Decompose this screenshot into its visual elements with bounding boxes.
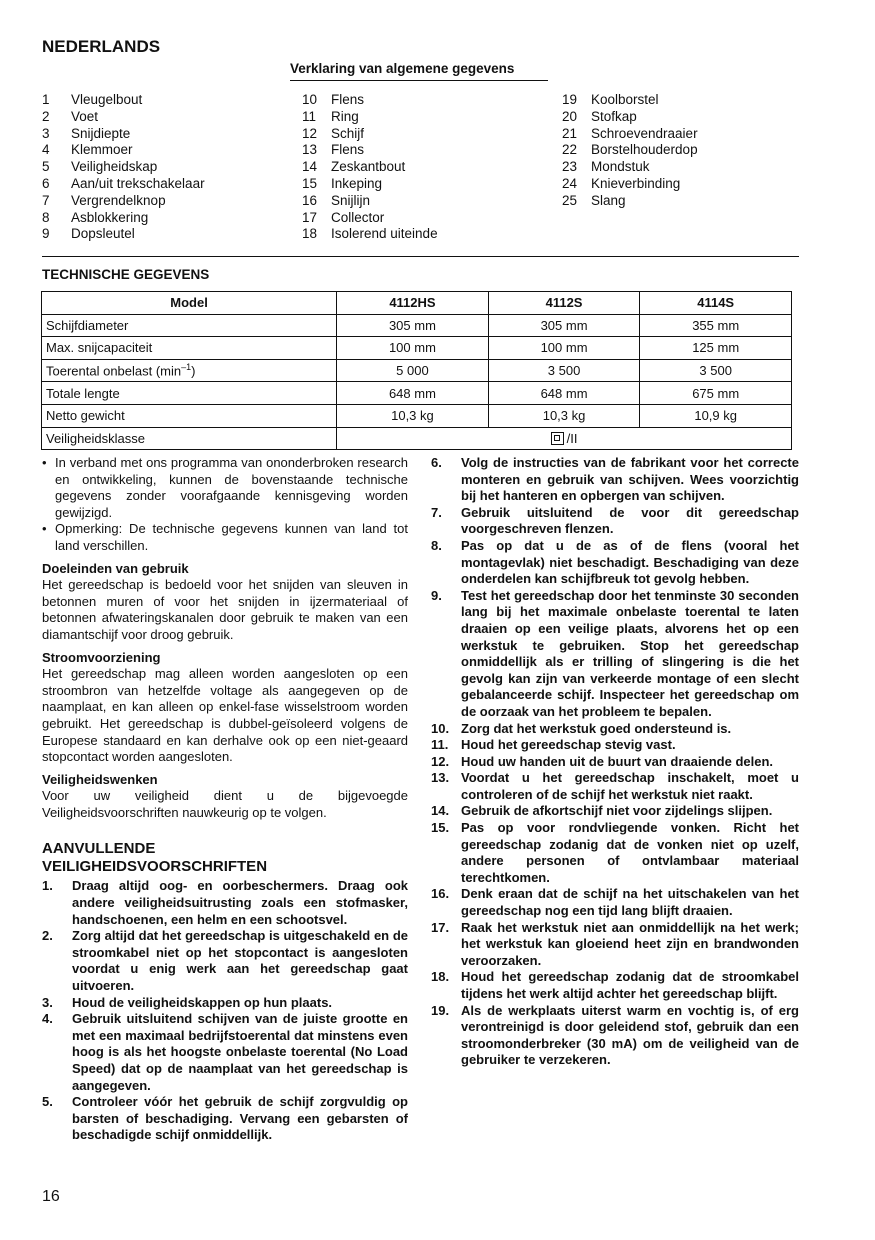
table-cell: 355 mm: [640, 314, 792, 337]
additional-safety-heading: AANVULLENDE VEILIGHEIDSVOORSCHRIFTEN: [42, 840, 268, 876]
list-item: 11 Ring: [302, 108, 359, 124]
table-cell: 3 500: [488, 359, 640, 382]
list-item: 8. Pas op dat u de as of de flens (vooral het montagevlak) niet beschadigt. Beschadiging van deze onderdelen kan schijfbreuk tot gevolg hebben.: [431, 537, 799, 587]
table-row: [42, 404, 792, 427]
list-item: 24 Knieverbinding: [562, 175, 681, 191]
list-item: 9. Test het gereedschap door het tenminste 30 seconden lang bij het maximale onbelaste toerental te laten draaien op een veilige plaats, alvorens het op een werkstuk te gebruiken. Stop het gereedschap onmiddellijk als er trilling of slingering is die het gevolg kan zijn van verkeerde montage of een slecht gebalanceerde schijf. Inspecteer het gereedschap om de oorzaak van het probleem te bepalen.: [431, 587, 799, 719]
list-item: 18. Houd het gereedschap zodanig dat de stroomkabel tijdens het werk altijd achter het gereedschap blijft.: [431, 969, 799, 1001]
list-item: 15. Pas op voor rondvliegende vonken. Richt het gereedschap zodanig dat de vonken niet op uzelf, andere personen of ontvlambaar materiaal terechtkomen.: [431, 820, 799, 885]
table-cell: 648 mm: [337, 382, 489, 405]
table-row-label: Toerental onbelast $(\min^{-1})$: [42, 359, 337, 382]
list-item: 22 Borstelhouderdop: [562, 142, 698, 158]
list-item: 19 Koolborstel: [562, 92, 659, 107]
list-item: 3. Houd de veiligheidskappen op hun plaats.: [42, 994, 333, 1010]
table-row-label: Veiligheidsklasse: [42, 427, 337, 450]
list-item: 14. Gebruik de afkortschijf niet voor zijdelings slijpen.: [431, 803, 773, 819]
table-row: [42, 382, 792, 405]
tech-specs-title: TECHNISCHE GEGEVENS: [42, 267, 210, 282]
list-item: 5 Veiligheidskap: [42, 159, 158, 175]
purpose-heading: Doeleinden van gebruik: [42, 560, 189, 576]
power-heading: Stroomvoorziening: [42, 649, 161, 665]
list-item: 3 Snijdiepte: [42, 125, 131, 141]
table-cell: /II: [337, 427, 792, 450]
list-item: 1. Draag altijd oog- en oorbeschermers. Draag ook andere veiligheidsuitrusting zoals een stofmasker, handschoenen, een helm en een schootsvel.: [42, 878, 408, 927]
list-item: 9 Dopsleutel: [42, 226, 135, 242]
right-column: [431, 455, 799, 1069]
table-row-label: Netto gewicht: [42, 404, 337, 427]
parts-list-col-3: [562, 92, 698, 210]
list-item: 6. Volg de instructies van de fabrikant voor het correcte monteren en gebruik van schijven. Wees voorzichtig bij het hanteren en opbergen van schijven.: [431, 455, 799, 504]
section-divider: [42, 256, 799, 257]
table-cell: 305 mm: [488, 314, 640, 337]
list-item: • In verband met ons programma van ononderbroken research en ontwikkeling, kunnen de bovenstaande technische gegevens zonder voorafgaande kennisgeving worden gewijzigd.: [42, 455, 408, 520]
list-item: 4. Gebruik uitsluitend schijven van de juiste grootte en met een maximaal bedrijfstoerental dat minstens even hoog is als het hoogste onbelaste toerental (No Load Speed) dat op de naamplaat van het gereedschap is aangegeven.: [42, 1011, 408, 1093]
table-row: [42, 314, 792, 337]
list-item: 4 Klemmoer: [42, 142, 133, 158]
power-text: Het gereedschap mag alleen worden aangesloten op een stroombron van hetzelfde voltage als aangegeven op de naamplaat, en kan alleen op enkel-fase wisselstroom worden gebruikt. Het gereedschap is dubbel-geïsoleerd volgens de Europese standaard en kan derhalve ook op een niet-geaard stopcontact worden aangesloten.: [42, 666, 408, 765]
list-item: 12. Houd uw handen uit de buurt van draaiende delen.: [431, 753, 774, 769]
list-item: 10 Flens: [302, 92, 365, 107]
page-number: 16: [42, 1188, 60, 1205]
table-cell: 100 mm: [337, 337, 489, 360]
list-item: 1 Vleugelbout: [42, 92, 143, 107]
language-heading: NEDERLANDS: [42, 37, 161, 56]
table-cell: 5 000: [337, 359, 489, 382]
list-item: 21 Schroevendraaier: [562, 125, 698, 141]
list-item: 7 Vergrendelknop: [42, 192, 166, 208]
table-row: [42, 359, 792, 382]
list-item: 18 Isolerend uiteinde: [302, 226, 438, 242]
general-spec-title: Verklaring van algemene gegevens: [290, 61, 548, 81]
table-header-row: [42, 292, 792, 315]
safety-heading: Veiligheidswenken: [42, 771, 158, 787]
safety-text: Voor uw veiligheid dient u de bijgevoegde Veiligheidsvoorschriften nauwkeurig op te volgen.: [42, 788, 408, 820]
table-cell: 305 mm: [337, 314, 489, 337]
table-cell: 10,9 kg: [640, 404, 792, 427]
table-header-cell: Model: [42, 292, 337, 315]
table-row-label: Max. snijcapaciteit: [42, 337, 337, 360]
table-cell: 100 mm: [488, 337, 640, 360]
table-header-cell: 4114S: [640, 292, 792, 315]
left-column: [42, 455, 408, 1144]
list-item: 13. Voordat u het gereedschap inschakelt, moet u controleren of de schijf het werkstuk niet raakt.: [431, 770, 799, 802]
tech-specs-table: [41, 291, 792, 450]
list-item: 23 Mondstuk: [562, 159, 650, 175]
table-cell: 125 mm: [640, 337, 792, 360]
list-item: 14 Zeskantbout: [302, 159, 406, 175]
double-insulation-icon: [551, 432, 564, 445]
table-cell: 3 500: [640, 359, 792, 382]
list-item: • Opmerking: De technische gegevens kunnen van land tot land verschillen.: [42, 521, 408, 553]
table-cell: 10,3 kg: [488, 404, 640, 427]
table-row-label: Totale lengte: [42, 382, 337, 405]
list-item: 10. Zorg dat het werkstuk goed ondersteund is.: [431, 720, 732, 736]
list-item: 15 Inkeping: [302, 175, 383, 191]
list-item: 13 Flens: [302, 142, 365, 158]
parts-list-col-1: [42, 92, 205, 243]
list-item: 17 Collector: [302, 209, 385, 225]
list-item: 19. Als de werkplaats uiterst warm en vochtig is, of erg verontreinigd is door geleidend stof, gebruik dan een stroomonderbreker (30 mA) om de veiligheid van de gebruiker te verzekeren.: [431, 1002, 799, 1068]
table-row: [42, 337, 792, 360]
list-item: 6 Aan/uit trekschakelaar: [42, 175, 205, 191]
table-header-cell: 4112HS: [337, 292, 489, 315]
table-row-label: Schijfdiameter: [42, 314, 337, 337]
list-item: 16 Snijlijn: [302, 192, 371, 208]
table-cell: 10,3 kg: [337, 404, 489, 427]
table-row: [42, 427, 792, 450]
table-header-cell: 4112S: [488, 292, 640, 315]
list-item: 11. Houd het gereedschap stevig vast.: [431, 737, 676, 753]
list-item: 7. Gebruik uitsluitend de voor dit gereedschap voorgeschreven flenzen.: [431, 504, 799, 537]
list-item: 8 Asblokkering: [42, 209, 149, 225]
list-item: 5. Controleer vóór het gebruik de schijf zorgvuldig op barsten of beschadiging. Vervang een gebarsten of beschadigde schijf onmiddellijk.: [42, 1094, 408, 1143]
list-item: 16. Denk eraan dat de schijf na het uitschakelen van het gereedschap nog een tijd lang blijft draaien.: [431, 886, 799, 919]
list-item: 20 Stofkap: [562, 108, 637, 124]
list-item: 2 Voet: [42, 108, 99, 124]
parts-list-col-2: [302, 92, 438, 243]
list-item: 2. Zorg altijd dat het gereedschap is uitgeschakeld en de stroomkabel niet op het stopcontact is aangesloten voordat u enig werk aan het gereedschap gaat uitvoeren.: [42, 928, 408, 994]
table-cell: 675 mm: [640, 382, 792, 405]
list-item: 25 Slang: [562, 192, 626, 208]
list-item: 12 Schijf: [302, 125, 365, 141]
purpose-text: Het gereedschap is bedoeld voor het snijden van sleuven in betonnen muren of voor het snijden in ijzermateriaal of betonnen afwateringskanalen door gebruik te maken van een diamantschijf voor droog gebruik.: [42, 577, 408, 642]
table-cell: 648 mm: [488, 382, 640, 405]
list-item: 17. Raak het werkstuk niet aan onmiddellijk na het werk; het werkstuk kan gloeiend heet zijn en brandwonden veroorzaken.: [431, 919, 799, 968]
